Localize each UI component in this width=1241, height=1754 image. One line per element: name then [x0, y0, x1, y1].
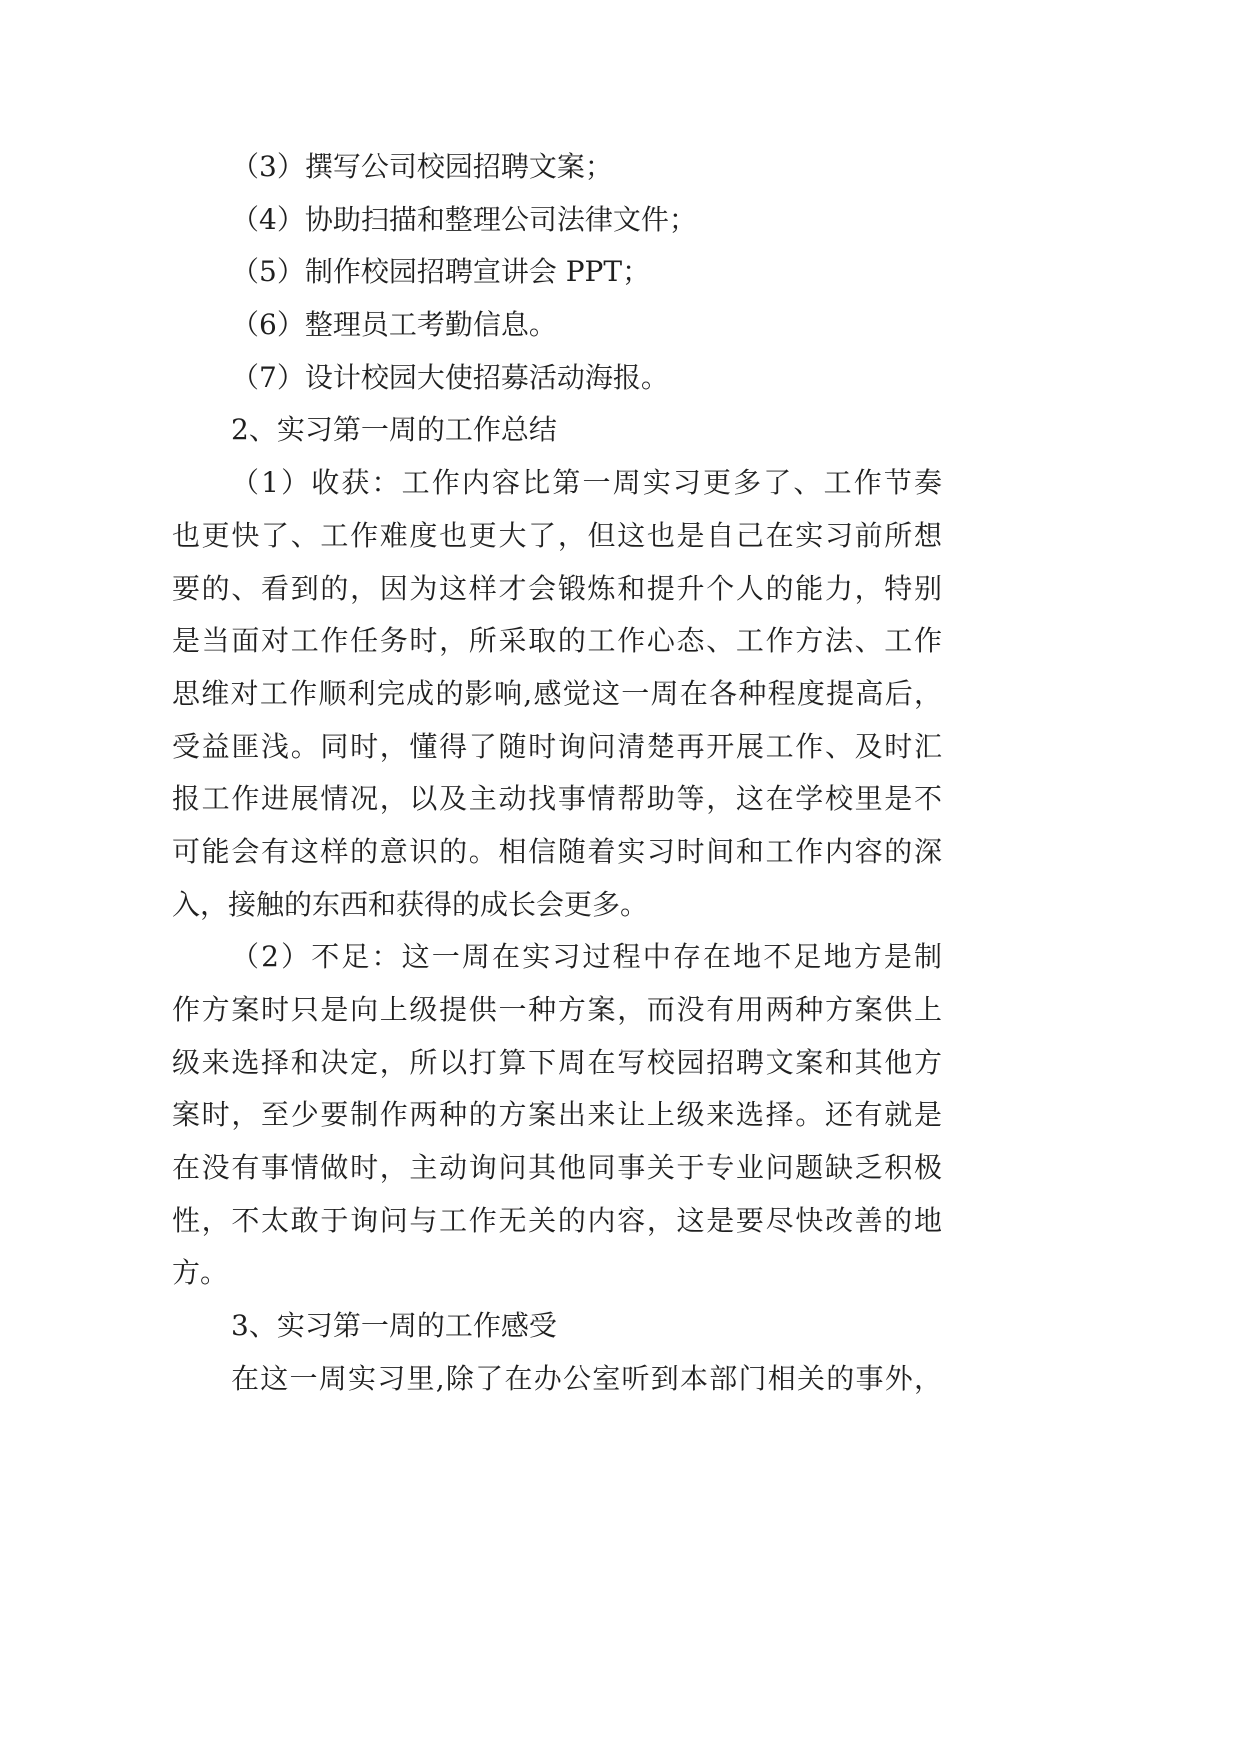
paragraph-line: 在这一周实习里,除了在办公室听到本部门相关的事外， [231, 1361, 942, 1395]
paragraph-line: 性，不太敢于询问与工作无关的内容，这是要尽快改善的地 [172, 1203, 942, 1237]
paragraph-line: 在没有事情做时，主动询问其他同事关于专业问题缺乏积极 [172, 1151, 942, 1185]
paragraph-line: 案时，至少要制作两种的方案出来让上级来选择。还有就是 [172, 1098, 942, 1132]
paragraph-line: 也更快了、工作难度也更大了，但这也是自己在实习前所想 [172, 518, 942, 552]
paragraph-line: 入，接触的东西和获得的成长会更多。 [172, 887, 649, 921]
paragraph-feelings [172, 1353, 942, 1406]
section-heading-feelings: 3、实习第一周的工作感受 [231, 1309, 557, 1343]
task-list-item: （5）制作校园招聘宣讲会 PPT； [231, 255, 651, 289]
paragraph-line: 可能会有这样的意识的。相信随着实习时间和工作内容的深 [172, 834, 942, 868]
paragraph-line: （1）收获：工作内容比第一周实习更多了、工作节奏 [231, 466, 942, 500]
task-list-item: （4）协助扫描和整理公司法律文件； [231, 202, 697, 236]
paragraph-line: 是当面对工作任务时，所采取的工作心态、工作方法、工作 [172, 624, 942, 658]
document-body [172, 141, 942, 1406]
paragraph-line: 受益匪浅。同时，懂得了随时询问清楚再开展工作、及时汇 [172, 729, 942, 763]
section-heading-summary: 2、实习第一周的工作总结 [231, 413, 557, 447]
paragraph-line: 报工作进展情况，以及主动找事情帮助等，这在学校里是不 [172, 782, 942, 816]
paragraph-line: 要的、看到的，因为这样才会锻炼和提升个人的能力，特别 [172, 571, 942, 605]
paragraph-line: 作方案时只是向上级提供一种方案，而没有用两种方案供上 [172, 993, 942, 1026]
task-list-item: （7）设计校园大使招募活动海报。 [231, 360, 669, 394]
paragraph-line: 方。 [172, 1256, 229, 1290]
paragraph-line: （2）不足：这一周在实习过程中存在地不足地方是制 [231, 940, 942, 974]
task-list-item: （3）撰写公司校园招聘文案； [231, 150, 613, 183]
paragraph-line: 思维对工作顺利完成的影响,感觉这一周在各种程度提高后， [172, 676, 942, 710]
paragraph-line: 级来选择和决定，所以打算下周在写校园招聘文案和其他方 [172, 1045, 942, 1079]
task-list-item: （6）整理员工考勤信息。 [231, 308, 557, 342]
paragraph-gains [172, 457, 942, 931]
paragraph-shortcomings [172, 931, 942, 1300]
